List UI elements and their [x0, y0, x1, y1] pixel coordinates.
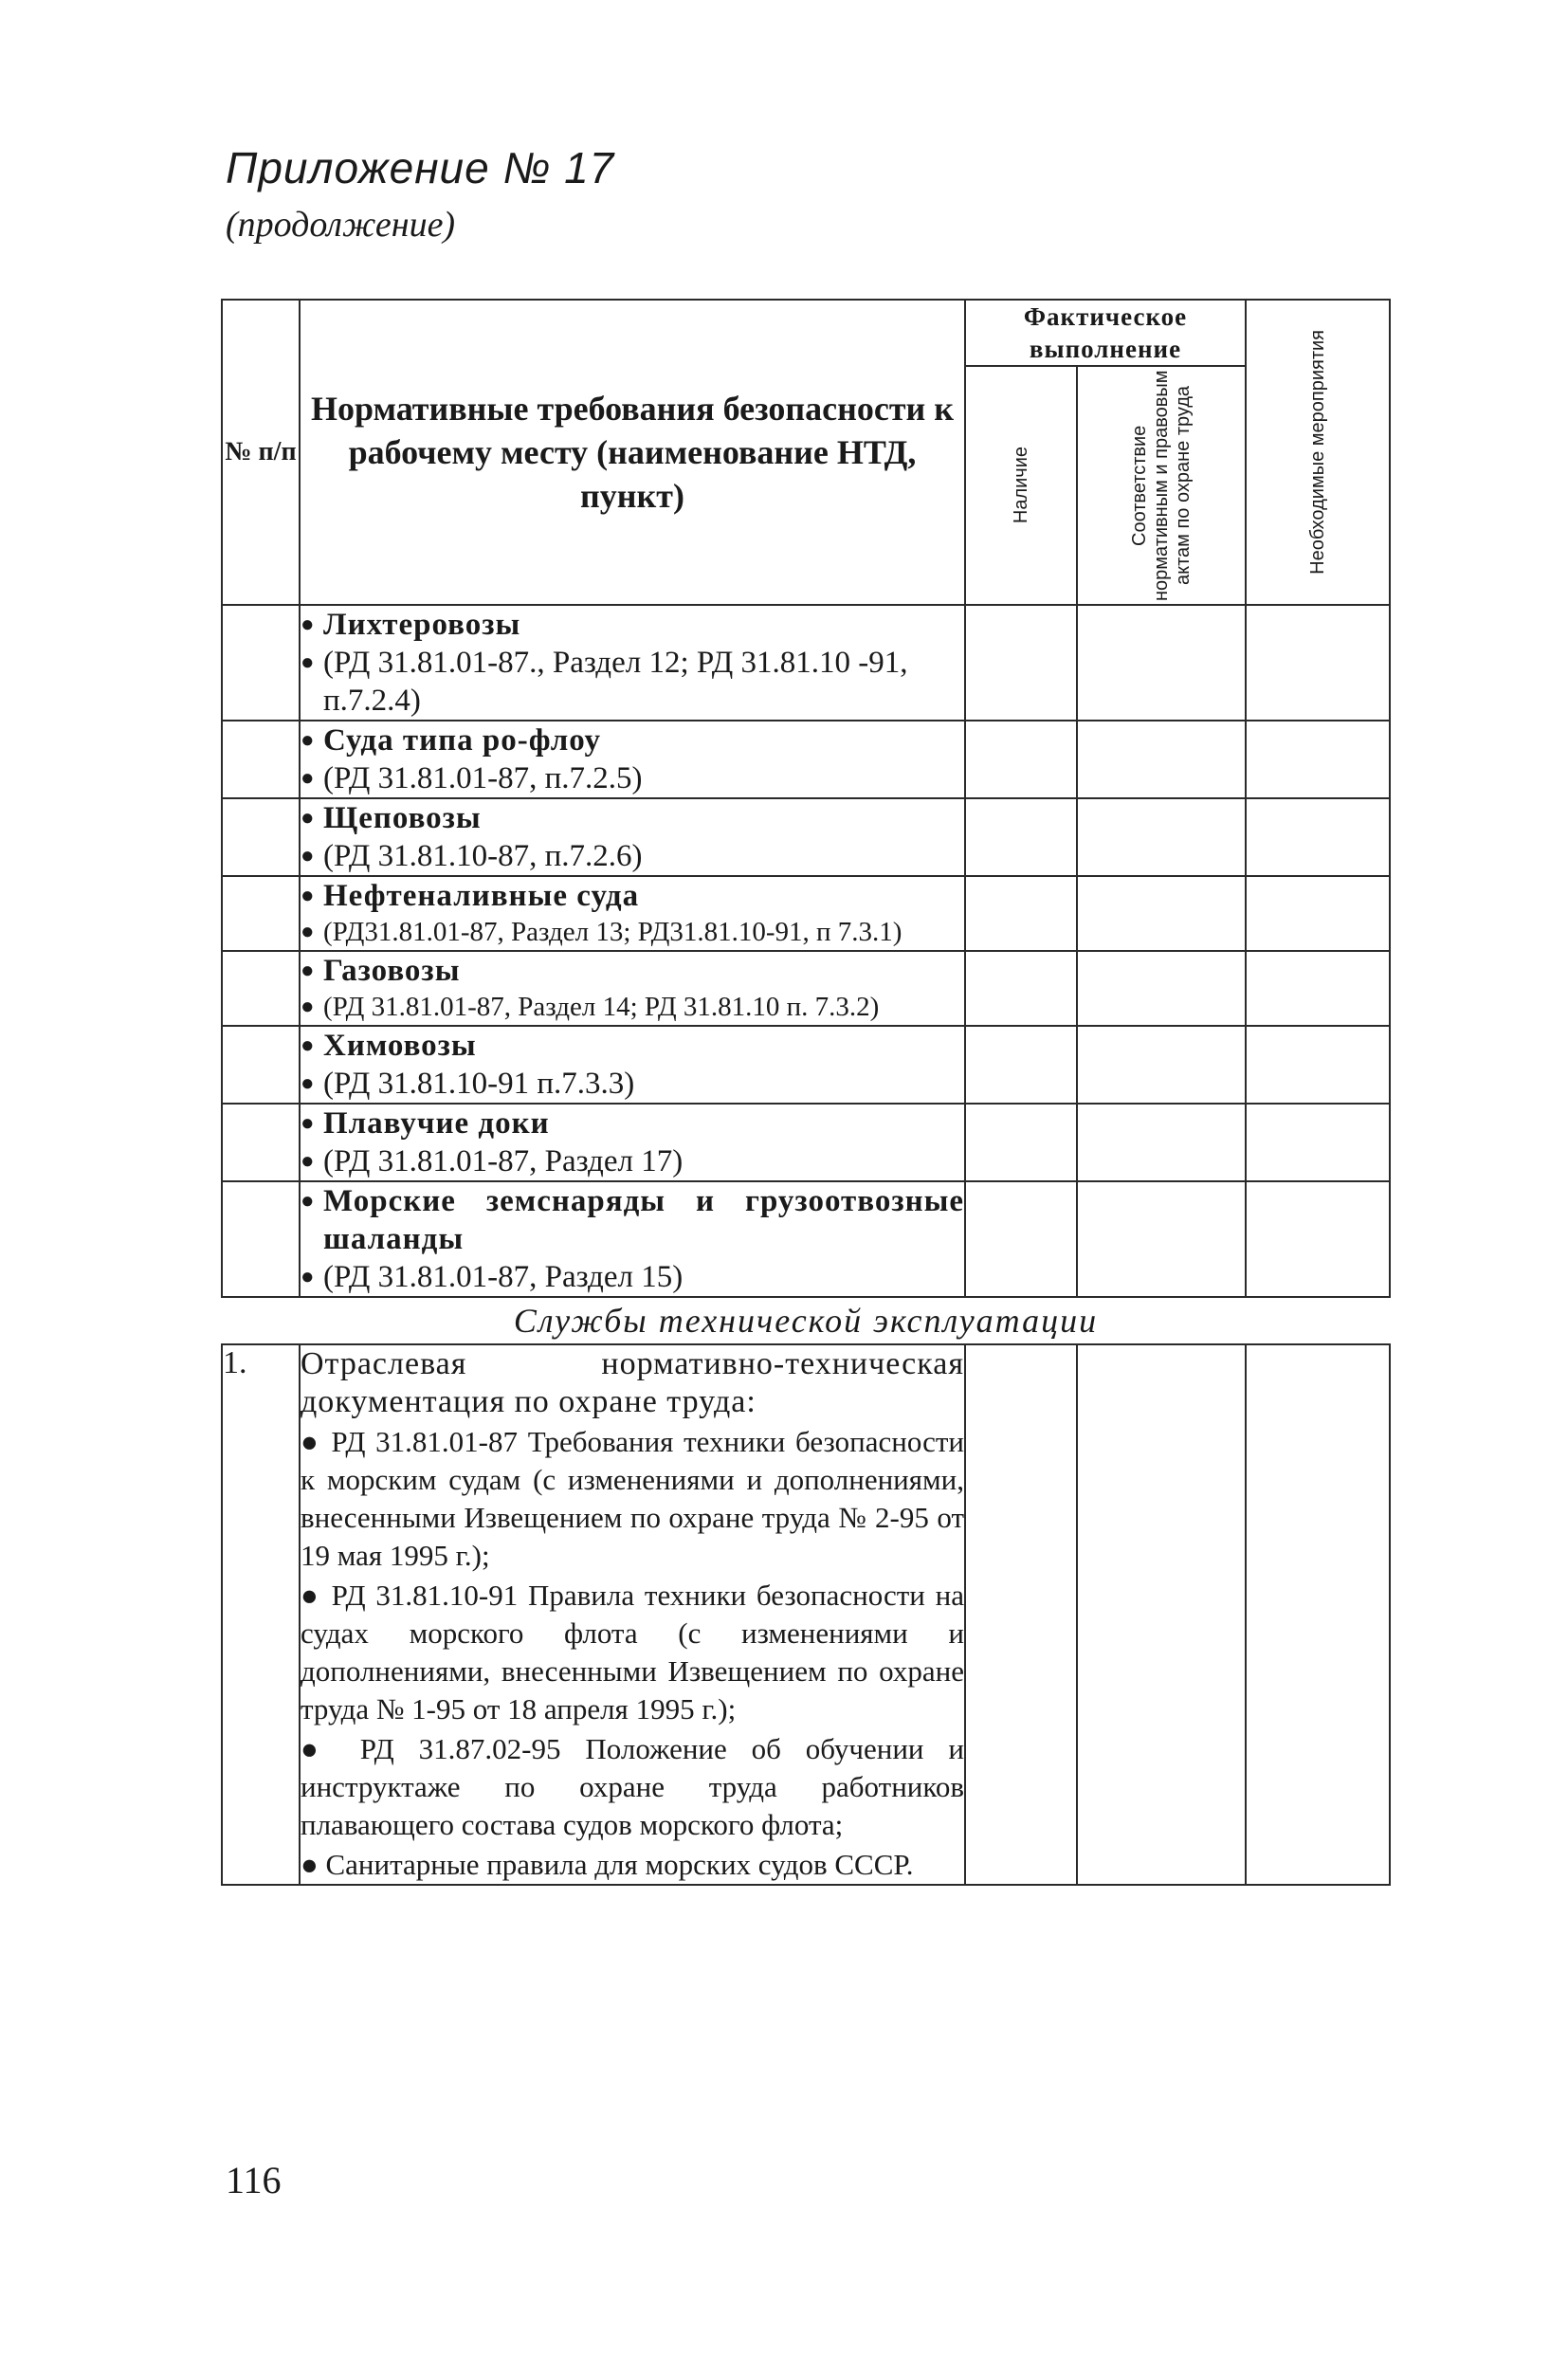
page-number: 116 — [226, 2159, 282, 2201]
group-cell: ● Химовозы ● (РД 31.81.10-91 п.7.3.3) — [300, 1026, 965, 1104]
list-item: ● Санитарные правила для морских судов СССР. — [301, 1848, 914, 1881]
header-availability-cell — [965, 366, 1077, 605]
entry-number: 1. — [222, 1344, 300, 1885]
table-row — [222, 721, 1390, 798]
group-reference: (РД31.81.01-87, Раздел 13; РД31.81.10-91, п 7.3.1) — [323, 917, 903, 947]
requirements-table — [221, 299, 1391, 1886]
group-heading: Суда типа ро-флоу — [323, 723, 601, 758]
group-heading: Химовозы — [323, 1029, 477, 1063]
table-row — [222, 951, 1390, 1026]
table-row — [222, 1026, 1390, 1104]
group-cell: ● Щеповозы ● (РД 31.81.10-87, п.7.2.6) — [300, 798, 965, 876]
group-reference: (РД 31.81.01-87, Раздел 14; РД 31.81.10 п. 7.3.2) — [323, 992, 880, 1022]
group-cell: ● Нефтеналивные суда ● (РД31.81.01-87, Раздел 13; РД31.81.10-91, п 7.3.1) — [300, 876, 965, 951]
group-heading: Плавучие доки — [323, 1106, 550, 1141]
header-measures-cell — [1246, 300, 1390, 605]
group-cell: ● Морские земснаряды и грузоотвозные шаланды ● (РД 31.81.01-87, Раздел 15) — [300, 1181, 965, 1297]
table-row — [222, 1181, 1390, 1297]
group-heading: Морские земснаряды и грузоотвозные шаланды — [323, 1184, 964, 1256]
group-reference: (РД 31.81.01-87., Раздел 12; РД 31.81.10 -91, п.7.2.4) — [323, 646, 908, 718]
group-cell: ● Суда типа ро-флоу ● (РД 31.81.01-87, п.7.2.5) — [300, 721, 965, 798]
table-row — [222, 1344, 1390, 1885]
header-availability: Наличие — [1010, 447, 1031, 524]
group-heading: Газовозы — [323, 954, 461, 988]
header-requirements: Нормативные требования безопасности к рабочему месту (наименование НТД, пункт) — [300, 300, 965, 605]
list-item: ● РД 31.87.02-95 Положение об обучении и инструктаже по охране труда работников плавающего состава судов морского флота; — [301, 1732, 964, 1841]
appendix-title: Приложение № 17 — [226, 143, 615, 192]
group-reference: (РД 31.81.01-87, Раздел 15) — [323, 1260, 684, 1294]
group-heading: Щеповозы — [323, 801, 482, 835]
list-item: ● РД 31.81.10-91 Правила техники безопасности на судах морского флота (с изменениями и дополнениями, внесенными Извещением по охране труда № 1-95 от 18 апреля 1995 г.); — [301, 1579, 964, 1726]
appendix-subtitle: (продолжение) — [226, 205, 456, 245]
header-actual-execution: Фактическое выполнение — [965, 300, 1246, 366]
group-reference: (РД 31.81.01-87, Раздел 17) — [323, 1144, 684, 1178]
group-reference: (РД 31.81.10-91 п.7.3.3) — [323, 1067, 635, 1101]
table-row — [222, 605, 1390, 721]
header-number: № п/п — [222, 300, 300, 605]
header-compliance-cell — [1077, 366, 1246, 605]
list-item: ● РД 31.81.01-87 Требования техники безопасности к морским судам (с изменениями и дополнениями, внесенными Извещением по охране труда № 2-95 от 19 мая 1995 г.); — [301, 1425, 964, 1572]
entry-cell — [300, 1344, 965, 1885]
table-row — [222, 876, 1390, 951]
group-cell: ● Плавучие доки ● (РД 31.81.01-87, Раздел 17) — [300, 1104, 965, 1181]
group-heading: Нефтеналивные суда — [323, 879, 640, 913]
group-reference: (РД 31.81.01-87, п.7.2.5) — [323, 761, 643, 795]
table-row — [222, 798, 1390, 876]
group-cell: ● Лихтеровозы ● (РД 31.81.01-87., Раздел 12; РД 31.81.10 -91, п.7.2.4) — [300, 605, 965, 721]
section-row — [222, 1297, 1390, 1344]
header-compliance: Соответствие нормативным и правовым актам по охране труда — [1128, 370, 1194, 601]
group-cell: ● Газовозы ● (РД 31.81.01-87, Раздел 14; РД 31.81.10 п. 7.3.2) — [300, 951, 965, 1026]
group-reference: (РД 31.81.10-87, п.7.2.6) — [323, 839, 643, 873]
table-row — [222, 1104, 1390, 1181]
header-measures: Необходимые мероприятия — [1306, 330, 1328, 575]
group-heading: Лихтеровозы — [323, 608, 521, 642]
entry-heading: Отраслевая нормативно-техническая документация по охране труда: — [301, 1346, 964, 1419]
section-title: Службы технической эксплуатации — [222, 1297, 1390, 1344]
